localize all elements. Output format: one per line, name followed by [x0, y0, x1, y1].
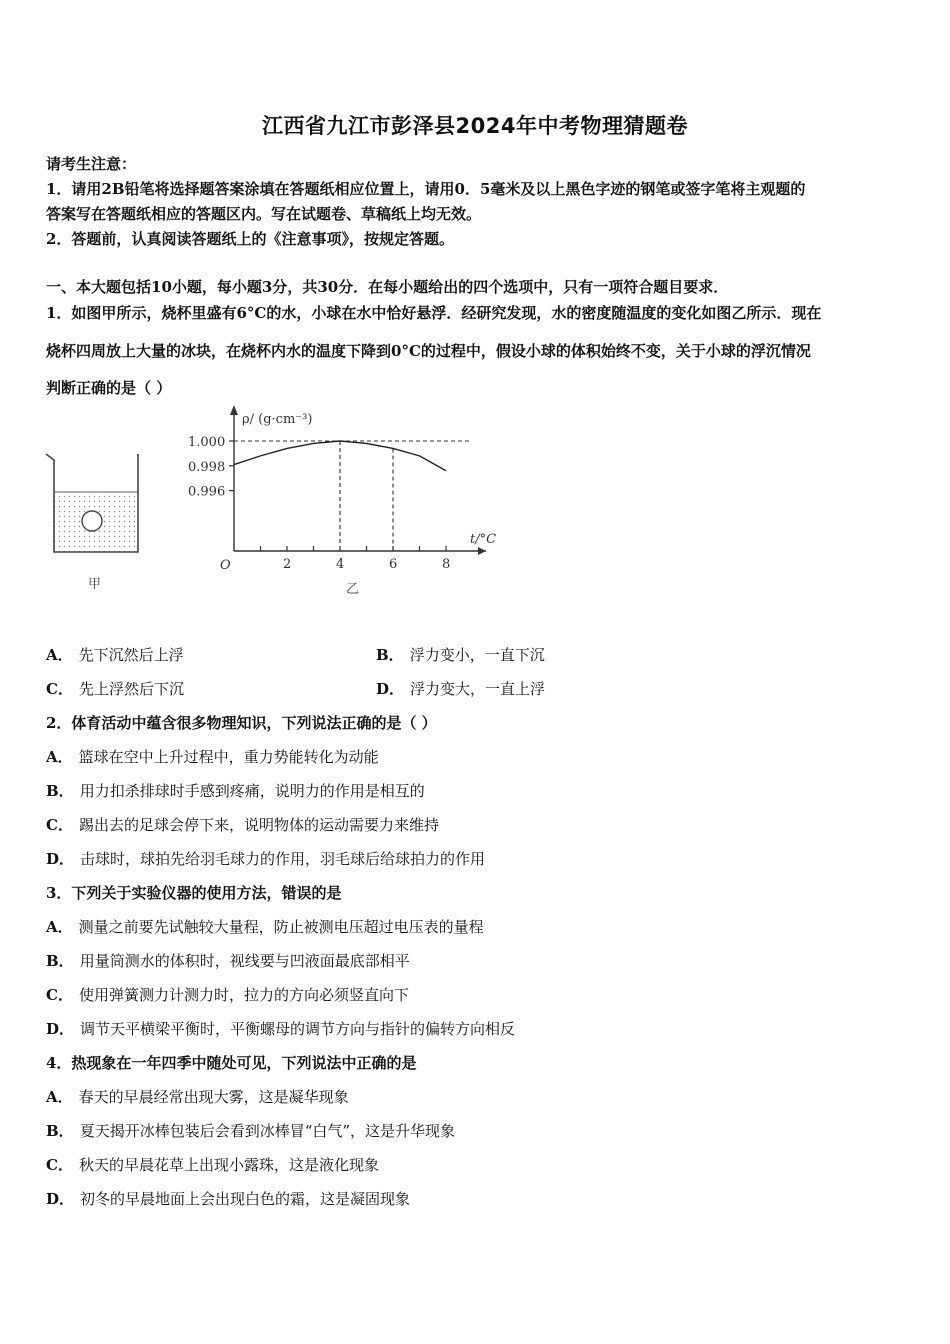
x-tick-label: 6 [389, 557, 398, 572]
q1-option-d-text: 浮力变大，一直上浮 [410, 680, 546, 698]
q4-option-c-text: 秋天的早晨花草上出现小露珠，这是液化现象 [78, 1156, 379, 1174]
x-axis-arrow [478, 547, 486, 555]
section-heading: 一、本大题包括10小题，每小题3分，共30分．在每小题给出的四个选项中，只有一项符合题目要求． [46, 278, 729, 296]
q4-option-a[interactable] [46, 1086, 349, 1107]
q1-option-a-text: 先下沉然后上浮 [78, 646, 184, 664]
q3-option-d[interactable] [46, 1018, 515, 1039]
q1-option-b-text: 浮力变小，一直下沉 [409, 646, 545, 664]
q2-option-a[interactable] [46, 746, 379, 767]
page-title: 江西省九江市彭泽县2024年中考物理猜题卷 [262, 114, 688, 138]
q2-option-a-tag: A． [46, 748, 73, 766]
q1-option-a-tag: A． [46, 646, 73, 664]
q4-option-b-tag: B． [46, 1122, 74, 1140]
q2-option-d-tag: D． [46, 850, 75, 868]
q3-option-b-text: 用量筒测水的体积时，视线要与凹液面最底部相平 [79, 952, 410, 970]
q1-option-b[interactable] [376, 644, 545, 665]
y-tick-label: 0.998 [188, 459, 226, 475]
x-axis-label: t/°C [470, 532, 497, 547]
fig-left-label: 甲 [88, 577, 102, 592]
q2-option-c[interactable] [46, 814, 439, 835]
q1-option-a[interactable] [46, 644, 184, 665]
q3-option-c[interactable] [46, 984, 409, 1005]
q2-option-c-text: 踢出去的足球会停下来，说明物体的运动需要力来维持 [78, 816, 439, 834]
q3-option-a[interactable] [46, 916, 484, 937]
fig-right-label: 乙 [346, 582, 360, 597]
q3-option-d-text: 调节天平横梁平衡时，平衡螺母的调节方向与指针的偏转方向相反 [80, 1020, 516, 1038]
q2-option-b-text: 用力扣杀排球时手感到疼痛，说明力的作用是相互的 [79, 782, 425, 800]
origin-label: O [220, 558, 231, 573]
q1-option-d-tag: D． [376, 680, 405, 698]
q3-option-c-text: 使用弹簧测力计测力时，拉力的方向必须竖直向下 [78, 986, 409, 1004]
q1-option-b-tag: B． [376, 646, 404, 664]
q4-option-a-text: 春天的早晨经常出现大雾，这是凝华现象 [78, 1088, 349, 1106]
q3-option-a-text: 测量之前要先试触较大量程，防止被测电压超过电压表的量程 [78, 918, 484, 936]
notice-heading: 请考生注意： [46, 155, 137, 173]
q1-stem-line-3: 判断正确的是（ ） [46, 379, 172, 397]
q3-option-b-tag: B． [46, 952, 74, 970]
x-tick-label: 8 [442, 557, 451, 572]
density-chart [186, 405, 497, 605]
q4-option-b[interactable] [46, 1120, 455, 1141]
q4-option-a-tag: A． [46, 1088, 73, 1106]
q4-option-d-tag: D． [46, 1190, 75, 1208]
floating-ball [82, 511, 102, 531]
q2-option-d[interactable] [46, 848, 485, 869]
q1-stem-line-1: 1．如图甲所示，烧杯里盛有6°C的水，小球在水中恰好悬浮．经研究发现，水的密度随温度的变化如图乙所示．现在 [46, 304, 822, 322]
q2-option-d-text: 击球时，球拍先给羽毛球力的作用，羽毛球后给球拍力的作用 [80, 850, 486, 868]
q4-option-c-tag: C． [46, 1156, 73, 1174]
y-tick-label: 1.000 [188, 435, 226, 450]
q3-option-a-tag: A． [46, 918, 73, 936]
q1-option-c-tag: C． [46, 680, 73, 698]
figure-beaker [38, 440, 158, 630]
y-axis-arrow [230, 405, 238, 415]
q2-option-a-text: 篮球在空中上升过程中，重力势能转化为动能 [78, 748, 379, 766]
q2-stem: 2．体育活动中蕴含很多物理知识，下列说法正确的是（ ） [46, 714, 437, 732]
q3-option-d-tag: D． [46, 1020, 75, 1038]
notice-line-1: 1．请用2B铅笔将选择题答案涂填在答题纸相应位置上，请用0．5毫米及以上黑色字迹的钢笔或签字笔将主观题的 [46, 180, 806, 198]
q4-stem: 4．热现象在一年四季中随处可见，下列说法中正确的是 [46, 1054, 417, 1072]
q2-option-b[interactable] [46, 780, 425, 801]
y-tick-label: 0.996 [188, 484, 226, 500]
q4-option-b-text: 夏天揭开冰棒包装后会看到冰棒冒“白气”，这是升华现象 [79, 1122, 456, 1140]
q4-option-c[interactable] [46, 1154, 379, 1175]
q3-option-c-tag: C． [46, 986, 73, 1004]
q4-option-d[interactable] [46, 1188, 410, 1209]
q2-option-b-tag: B． [46, 782, 74, 800]
x-tick-label: 4 [336, 557, 345, 572]
y-axis-label: ρ/ (g·cm⁻³) [242, 412, 313, 427]
q1-option-c[interactable] [46, 678, 184, 699]
q2-option-c-tag: C． [46, 816, 73, 834]
q4-option-d-text: 初冬的早晨地面上会出现白色的霜，这是凝固现象 [80, 1190, 411, 1208]
notice-line-3: 2．答题前，认真阅读答题纸上的《注意事项》，按规定答题。 [46, 230, 454, 248]
q1-stem-line-2: 烧杯四周放上大量的冰块，在烧杯内水的温度下降到0°C的过程中，假设小球的体积始终不变，关于小球的浮沉情况 [46, 342, 811, 360]
q3-stem: 3．下列关于实验仪器的使用方法，错误的是 [46, 884, 342, 902]
q1-option-c-text: 先上浮然后下沉 [78, 680, 184, 698]
q3-option-b[interactable] [46, 950, 410, 971]
x-tick-label: 2 [283, 557, 292, 572]
notice-line-2: 答案写在答题纸相应的答题区内。写在试题卷、草稿纸上均无效。 [46, 205, 482, 223]
q1-option-d[interactable] [376, 678, 545, 699]
